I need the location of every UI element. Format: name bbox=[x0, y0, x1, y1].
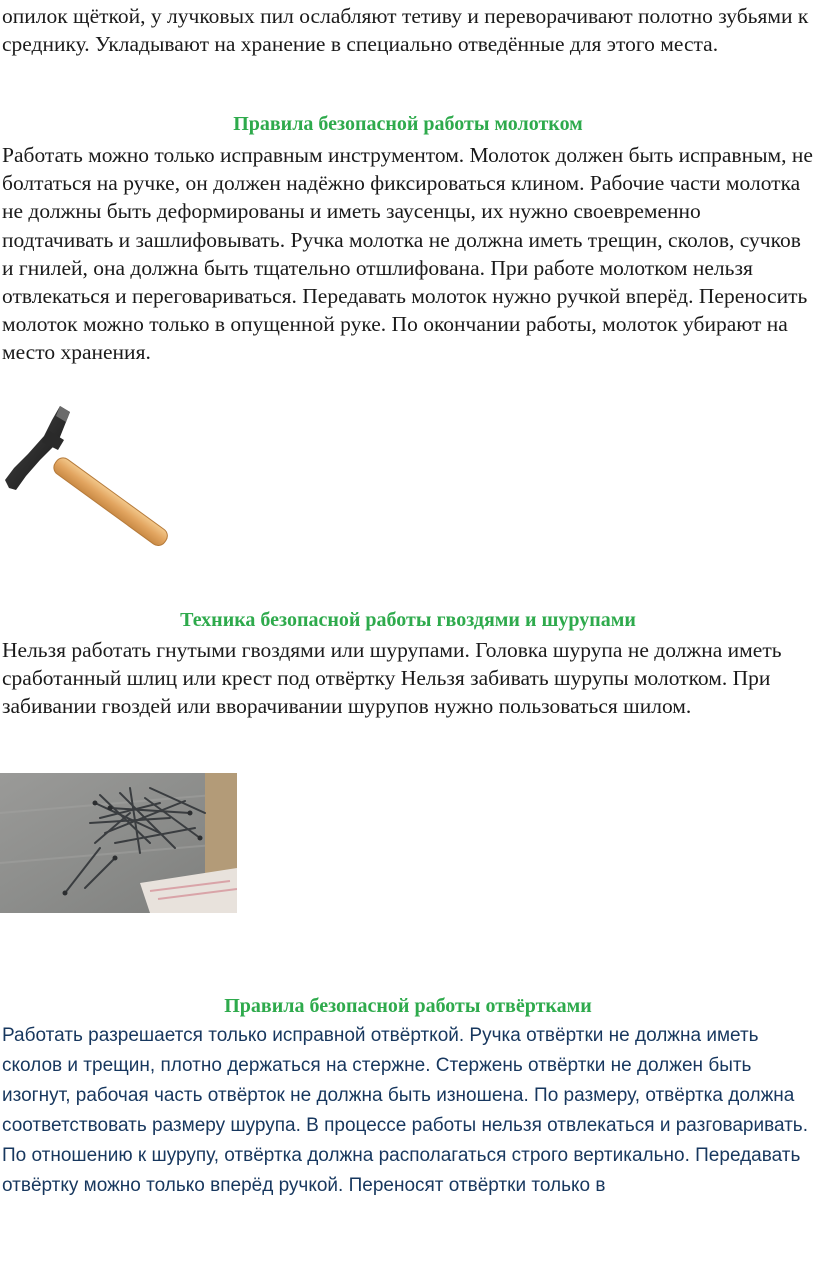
intro-paragraph: опилок щёткой, у лучковых пил ослабляют тетиву и переворачивают полотно зубьями к среднику. Укладывают на хранение в специально отведённые для этого места. bbox=[2, 4, 809, 57]
nails-photo bbox=[0, 773, 237, 913]
section-body-nails: Нельзя работать гнутыми гвоздями или шурупами. Головка шурупа не должна иметь сработанный шлиц или крест под отвёртку Нельзя забивать шурупы молотком. При забивании гвоздей или вворачивании шурупов нужно пользоваться шилом. bbox=[2, 638, 782, 719]
hammer-icon bbox=[0, 398, 175, 548]
section-heading-screwdrivers: Правила безопасной работы отвёртками bbox=[224, 995, 592, 1017]
section-heading-nails: Техника безопасной работы гвоздями и шурупами bbox=[180, 609, 636, 631]
section-body-hammer: Работать можно только исправным инструментом. Молоток должен быть исправным, не болтаться на ручке, он должен надёжно фиксироваться клином. Рабочие части молотка не должны быть деформированы и иметь заусенцы, их нужно своевременно подтачивать и зашлифовывать. Ручка молотка не должна иметь трещин, сколов, сучков и гнилей, она должна быть тщательно отшлифована. При работе молотком нельзя отвлекаться и переговариваться. Передавать молоток нужно ручкой вперёд. Переносить молоток можно только в опущенной руке. По окончании работы, молоток убирают на место хранения. bbox=[2, 143, 813, 365]
nails-icon bbox=[0, 773, 237, 913]
section-body-screwdrivers: Работать разрешается только исправной отвёрткой. Ручка отвёртки не должна иметь сколов и трещин, плотно держаться на стержне. Стержень отвёртки не должен быть изогнут, рабочая часть отвёрток не должна быть изношена. По размеру, отвёртка должна соответствовать размеру шурупа. В процессе работы нельзя отвлекаться и разговаривать. По отношению к шурупу, отвёртка должна располагаться строго вертикально. Передавать отвёртку можно только вперёд ручкой. Переносят отвёртки только в bbox=[2, 1025, 808, 1196]
hammer-illustration bbox=[0, 398, 175, 548]
section-heading-hammer: Правила безопасной работы молотком bbox=[233, 113, 583, 135]
